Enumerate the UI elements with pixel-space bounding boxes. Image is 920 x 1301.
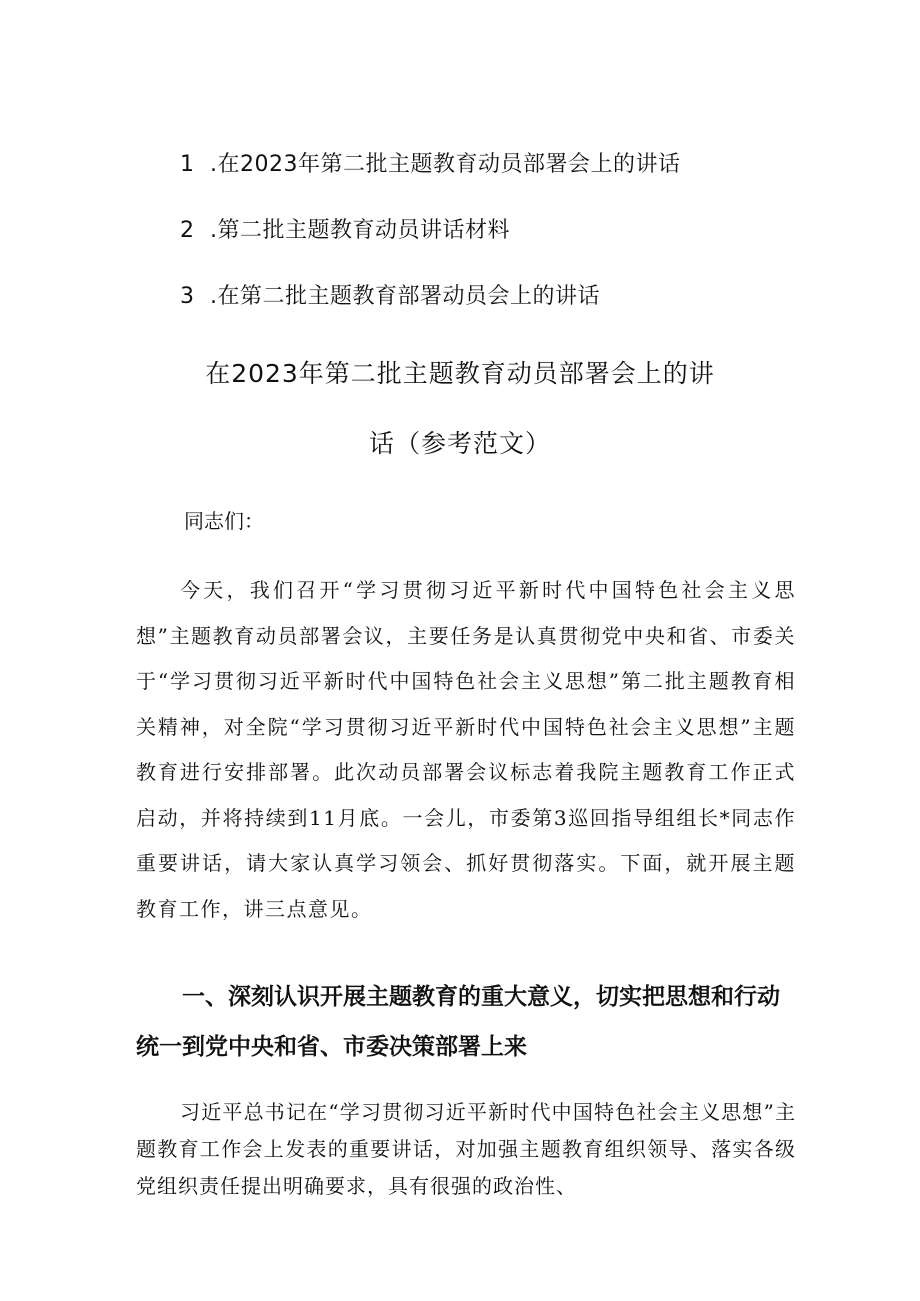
toc-text: .在第二批主题教育部署动员会上的讲话	[210, 284, 600, 309]
salutation: 同志们：	[184, 509, 264, 533]
toc-item	[180, 198, 820, 264]
toc-number: 1	[180, 152, 195, 177]
body-paragraph: 今天，我们召开“学习贯彻习近平新时代中国特色社会主义思想”主题教育动员部署会议，主要任务是认真贯彻党中央和省、市委关于“学习贯彻习近平新时代中国特色社会主义思想”第二批主题教育相关精神，对全院“学习贯彻习近平新时代中国特色社会主义思想”主题教育进行安排部署。此次动员部署会议标志着我院主题教育工作正式启动，并将持续到11月底。一会儿，市委第3巡回指导组组长*同志作重要讲话，请大家认真学习领会、抓好贯彻落实。下面，就开展主题教育工作，讲三点意见。	[136, 578, 796, 921]
toc-number: 3	[180, 284, 195, 309]
table-of-contents	[180, 132, 820, 330]
section-heading: 一、深刻认识开展主题教育的重大意义，切实把思想和行动统一到党中央和省、市委决策部署上来	[136, 984, 780, 1060]
toc-text: .第二批主题教育动员讲话材料	[210, 218, 510, 243]
toc-item	[180, 132, 820, 198]
toc-item	[180, 264, 820, 330]
document-title-line-2: 话（参考范文）	[368, 429, 551, 458]
toc-number: 2	[180, 218, 195, 243]
body-paragraph: 习近平总书记在“学习贯彻习近平新时代中国特色社会主义思想”主题教育工作会上发表的重要讲话，对加强主题教育组织领导、落实各级党组织责任提出明确要求，具有很强的政治性、	[136, 1100, 796, 1198]
document-title-line-1: 在2023年第二批主题教育动员部署会上的讲	[205, 359, 715, 388]
toc-text: .在2023年第二批主题教育动员部署会上的讲话	[210, 152, 681, 177]
